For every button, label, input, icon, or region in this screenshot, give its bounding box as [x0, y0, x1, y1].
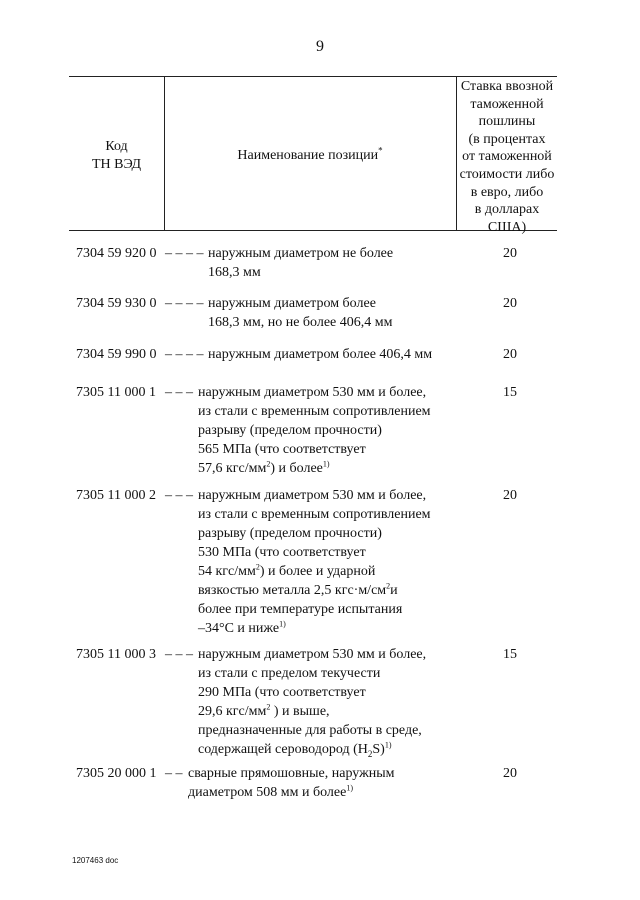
description-line: сварные прямошовные, наружным	[188, 766, 395, 781]
description-line: наружным диаметром не более	[208, 246, 394, 261]
superscript: 1)	[346, 783, 354, 793]
position-description	[198, 383, 431, 478]
hs-code: 7305 20 000 1	[76, 766, 157, 781]
superscript: 1)	[279, 619, 286, 629]
level-dashes: – – – –	[165, 246, 204, 261]
description-text: S)	[372, 742, 385, 757]
description-line: наружным диаметром более	[208, 296, 376, 311]
header-name-text: Наименование позиции	[237, 148, 379, 163]
page-number: 9	[316, 38, 324, 55]
description-line: наружным диаметром 530 мм и более,	[198, 647, 427, 662]
description-line: 168,3 мм, но не более 406,4 мм	[208, 315, 393, 330]
hs-code: 7305 11 000 2	[76, 488, 156, 503]
level-dashes: – – –	[165, 488, 193, 503]
description-line: 530 МПа (что соответствует	[198, 545, 366, 560]
hs-code: 7304 59 990 0	[76, 347, 157, 362]
header-rate-line: от таможенной	[462, 149, 552, 165]
description-line: 290 МПа (что соответствует	[198, 685, 366, 700]
description-line	[198, 740, 426, 759]
description-line	[198, 581, 431, 600]
duty-rate: 20	[503, 766, 517, 781]
level-dashes: – – –	[165, 647, 193, 662]
table-header	[69, 76, 557, 235]
description-line: наружным диаметром 530 мм и более,	[198, 488, 427, 503]
level-dashes: – – – –	[165, 347, 204, 362]
description-text: ) и более	[270, 461, 323, 476]
header-rate-line: таможенной	[470, 96, 544, 112]
footnote-marker: 1)	[322, 459, 330, 469]
description-line	[188, 783, 395, 802]
description-text: ) и более и ударной	[259, 564, 376, 579]
description-text: диаметром 508 мм и более	[188, 785, 347, 800]
description-line	[198, 459, 431, 478]
position-description	[198, 486, 431, 638]
header-rate-line: Ставка ввозной	[460, 79, 554, 94]
description-line: из стали с пределом текучести	[198, 666, 381, 681]
header-rate-line: (в процентах	[468, 131, 546, 147]
level-dashes: – –	[165, 766, 183, 781]
footnote-marker: 1)	[384, 740, 392, 750]
description-line: 168,3 мм	[208, 265, 261, 280]
duty-rate: 20	[503, 296, 517, 311]
description-text: содержащей сероводород (H	[198, 742, 368, 757]
duty-rate: 15	[503, 385, 517, 400]
description-line: наружным диаметром 530 мм и более,	[198, 385, 427, 400]
header-name	[165, 147, 455, 165]
duty-rate: 15	[503, 647, 517, 662]
position-description	[188, 764, 395, 802]
superscript: 2	[255, 562, 260, 572]
description-line: разрыву (пределом прочности)	[198, 526, 382, 541]
superscript: 2	[266, 459, 271, 469]
header-rate-line: США)	[487, 219, 527, 235]
level-dashes: – – –	[165, 385, 193, 400]
description-line	[198, 702, 426, 721]
hs-code: 7305 11 000 3	[76, 647, 156, 662]
description-line	[198, 562, 431, 581]
description-text: ) и выше,	[270, 704, 330, 719]
footer-doc-id: 1207463 doc	[72, 856, 119, 865]
superscript: 2	[266, 702, 271, 712]
hs-code: 7304 59 930 0	[76, 296, 157, 311]
description-line: 565 МПа (что соответствует	[198, 442, 366, 457]
duty-rate: 20	[503, 488, 517, 503]
description-line: из стали с временным сопротивлением	[198, 507, 431, 522]
description-line: предназначенные для работы в среде,	[198, 723, 422, 738]
header-rate-line: пошлины	[478, 114, 536, 130]
header-name-marker: *	[378, 145, 383, 156]
duty-rate: 20	[503, 347, 517, 362]
description-text: вязкостью металла 2,5 кгс·м/см	[198, 583, 387, 598]
header-rate-line: в евро, либо	[470, 184, 544, 200]
description-text: 29,6 кгс/мм	[198, 704, 267, 719]
hs-code: 7305 11 000 1	[76, 385, 156, 400]
description-text: и	[390, 583, 398, 598]
subscript: 2	[367, 748, 373, 759]
description-line: наружным диаметром более 406,4 мм	[208, 347, 433, 362]
hs-code: 7304 59 920 0	[76, 246, 157, 261]
superscript: 2	[386, 581, 391, 591]
header-code-line: Код	[105, 139, 128, 154]
header-code-line: ТН ВЭД	[91, 157, 142, 172]
header-rate-line: стоимости либо	[459, 166, 555, 182]
position-description	[208, 345, 432, 364]
position-description	[208, 294, 393, 332]
position-description	[208, 244, 393, 282]
description-line: разрыву (пределом прочности)	[198, 423, 382, 438]
description-text: 54 кгс/мм	[198, 564, 256, 579]
description-line	[198, 619, 431, 638]
header-rate-line: в долларах	[474, 202, 540, 218]
position-description	[198, 645, 426, 759]
duty-rate: 20	[503, 246, 517, 261]
header-rate	[457, 78, 557, 236]
level-dashes: – – – –	[165, 296, 204, 311]
description-line: более при температуре испытания	[198, 602, 403, 617]
description-line: из стали с временным сопротивлением	[198, 404, 431, 419]
description-text: 57,6 кгс/мм	[198, 461, 267, 476]
description-text: –34°С и ниже	[198, 621, 280, 636]
header-code	[69, 138, 164, 174]
